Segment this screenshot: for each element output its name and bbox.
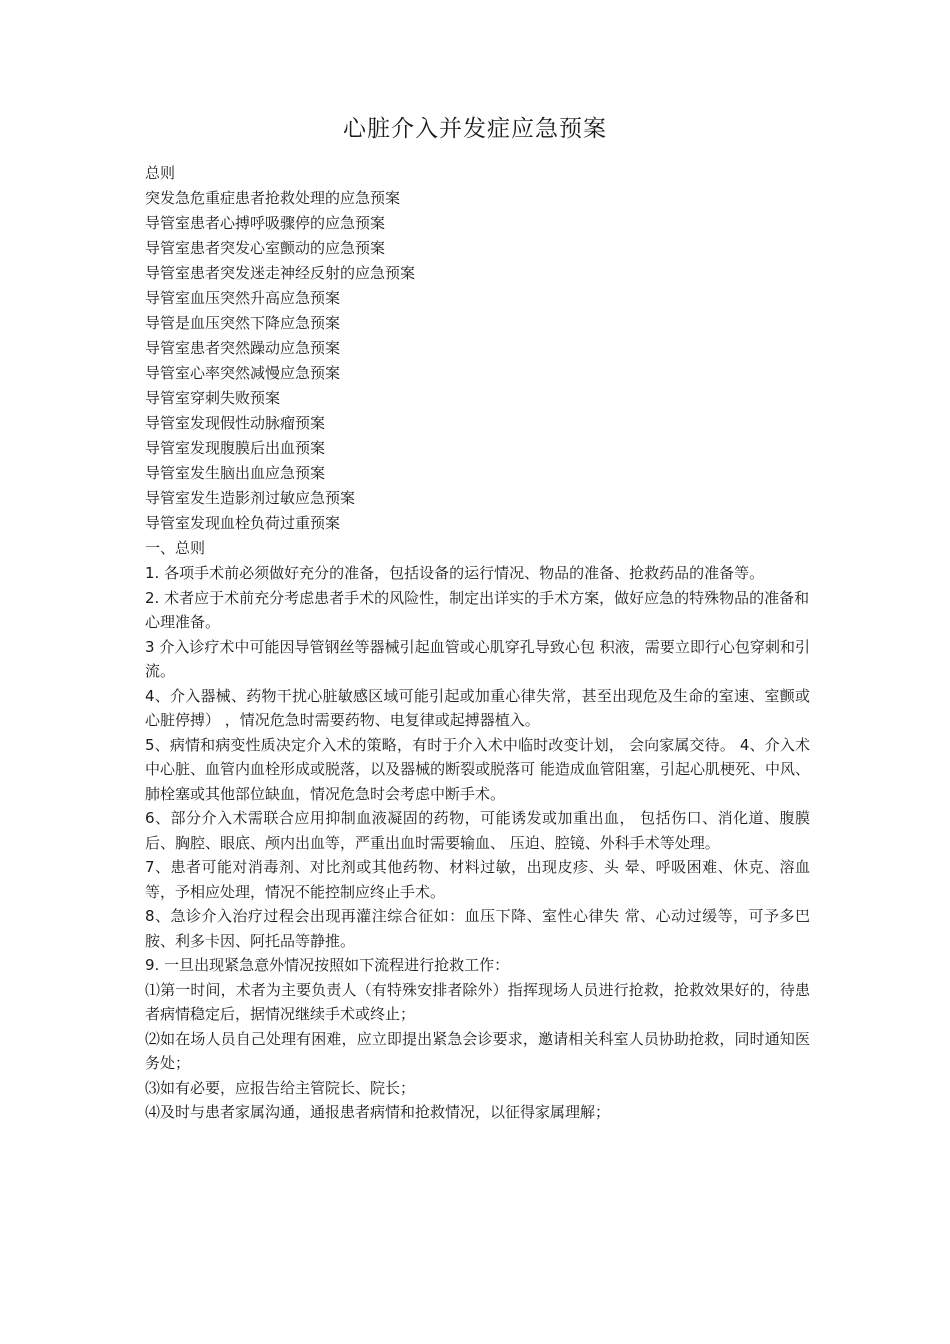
section-heading: 一、总则 xyxy=(145,539,206,557)
paragraph: 6、部分介入术需联合应用抑制血液凝固的药物，可能诱发或加重出血， 包括伤口、消化道、腹膜后、胸腔、眼底、颅内出血等，严重出血时需要输血、 压迫、腔镜、外科手术等处理。 xyxy=(145,809,810,852)
toc-item: 导管是血压突然下降应急预案 xyxy=(145,314,341,332)
paragraph: ⑶如有必要，应报告给主管院长、院长； xyxy=(145,1078,416,1097)
toc-item: 导管室血压突然升高应急预案 xyxy=(145,289,341,307)
paragraph: 5、病情和病变性质决定介入术的策略，有时于介入术中临时改变计划， 会向家属交待。 4、介入术中心脏、血管内血栓形成或脱落，以及器械的断裂或脱落可 能造成血管阻塞，引起心肌梗死、中风、肺栓塞或其他部位缺血，情况危急时会考虑中断手术。 xyxy=(145,735,810,803)
toc-item: 导管室患者突然躁动应急预案 xyxy=(145,339,341,357)
toc-item: 突发急危重症患者抢救处理的应急预案 xyxy=(145,189,401,207)
paragraph: 7、患者可能对消毒剂、对比剂或其他药物、材料过敏，出现皮疹、头 晕、呼吸困难、休克、溶血等，予相应处理，情况不能控制应终止手术。 xyxy=(145,858,810,901)
toc-item: 导管室心率突然减慢应急预案 xyxy=(145,364,341,382)
paragraph: ⑷及时与患者家属沟通，通报患者病情和抢救情况，以征得家属理解； xyxy=(145,1103,611,1121)
paragraph: 9. 一旦出现紧急意外情况按照如下流程进行抢救工作： xyxy=(145,956,510,974)
toc-item: 导管室发现腹膜后出血预案 xyxy=(145,439,326,457)
toc-item: 导管室发生脑出血应急预案 xyxy=(145,464,326,482)
toc-item: 导管室发现假性动脉瘤预案 xyxy=(145,414,326,432)
table-of-contents xyxy=(145,161,810,536)
toc-item: 导管室患者突发迷走神经反射的应急预案 xyxy=(145,264,416,282)
toc-item: 导管室发生造影剂过敏应急预案 xyxy=(145,489,356,507)
toc-item: 总则 xyxy=(145,164,176,182)
paragraph: ⑴第一时间，术者为主要负责人（有特殊安排者除外）指挥现场人员进行抢救，抢救效果好的，待患者病情稳定后，据情况继续手术或终止； xyxy=(145,980,810,1023)
toc-item: 导管室患者心搏呼吸骤停的应急预案 xyxy=(145,214,386,232)
document-title: 心脏介入并发症应急预案 xyxy=(343,116,607,142)
toc-item: 导管室穿刺失败预案 xyxy=(145,389,281,407)
toc-item: 导管室患者突发心室颤动的应急预案 xyxy=(145,239,386,257)
paragraph: 心理准备。 xyxy=(145,613,221,631)
section-body xyxy=(145,561,810,1125)
paragraph: 2. 术者应于术前充分考虑患者手术的风险性，制定出详实的手术方案，做好应急的特殊物品的准备和 xyxy=(145,588,810,607)
paragraph: 1. 各项手术前必须做好充分的准备，包括设备的运行情况、物品的准备、抢救药品的准备等。 xyxy=(145,564,765,582)
paragraph: 3 介入诊疗术中可能因导管钢丝等器械引起血管或心肌穿孔导致心包 积液，需要立即行心包穿刺和引流。 xyxy=(145,637,810,680)
paragraph: ⑵如在场人员自己处理有困难，应立即提出紧急会诊要求，邀请相关科室人员协助抢救，同时通知医务处； xyxy=(145,1029,810,1072)
document-body xyxy=(145,161,810,1125)
paragraph: 8、急诊介入治疗过程会出现再灌注综合征如：血压下降、室性心律失 常、心动过缓等，可予多巴胺、利多卡因、阿托品等静推。 xyxy=(145,907,810,950)
paragraph: 4、介入器械、药物干扰心脏敏感区域可能引起或加重心律失常，甚至出现危及生命的室速、室颤或心脏停搏） ，情况危急时需要药物、电复律或起搏器植入。 xyxy=(145,686,810,729)
toc-item: 导管室发现血栓负荷过重预案 xyxy=(145,514,341,532)
